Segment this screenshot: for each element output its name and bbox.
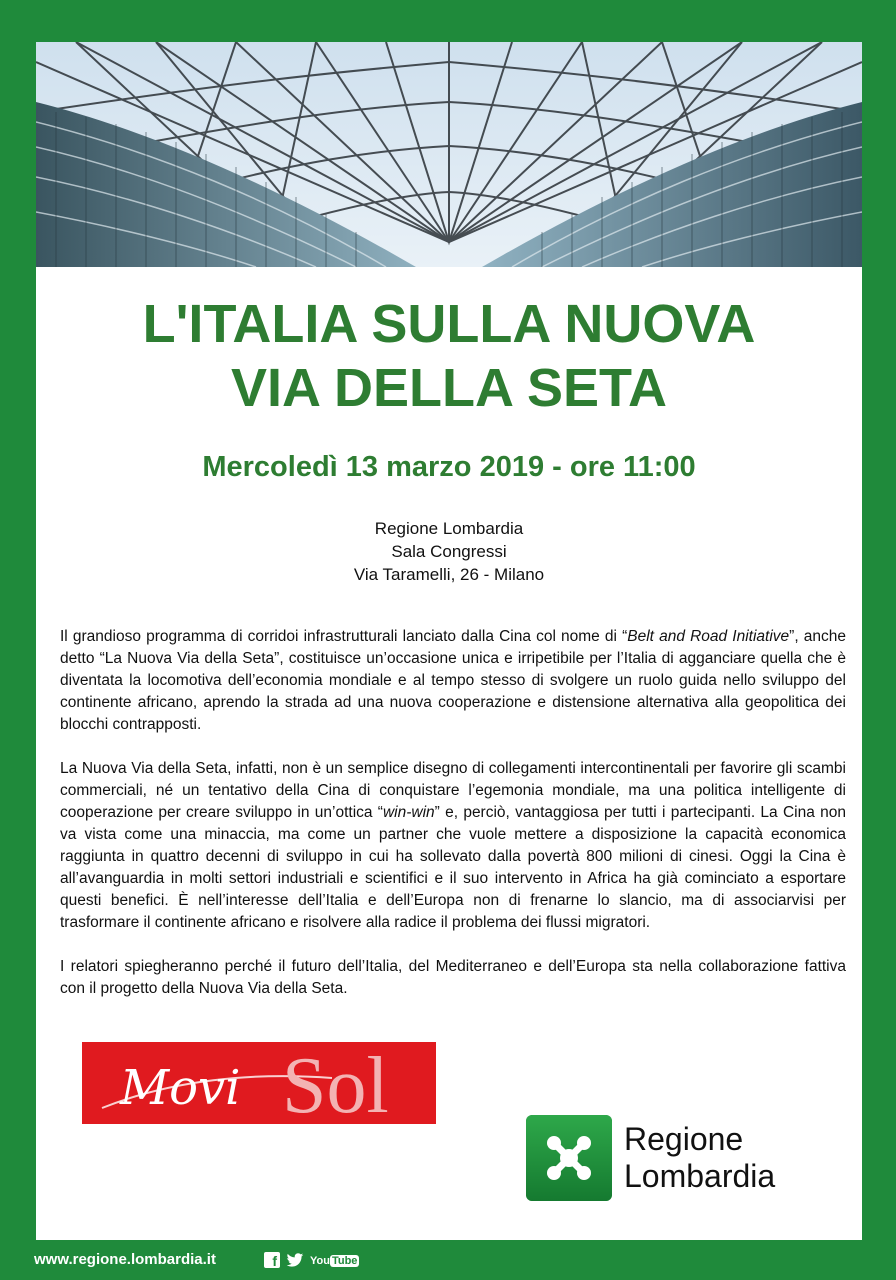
footer-website-link[interactable]: www.regione.lombardia.it [34,1251,216,1268]
hero-photo [36,42,862,267]
glass-roof-image [36,42,862,267]
regione-lombardia-logo [526,1115,826,1205]
twitter-icon[interactable] [286,1253,304,1268]
paragraph-1-part-b: ”, anche detto “La Nuova Via della Seta”, costituisce un’occasione unica e irripetibile per l’Italia di agganciare quella che è diventata la locomotiva dell’economia mondiale e al tempo stesso di svolgere un ruolo guida nello sviluppo del continente africano, aprendo la strada ad una nuova cooperazione e distensione alternativa alla geopolitica dei blocchi contrapposti. [60,628,846,733]
regione-lombardia-mark-icon [526,1115,612,1201]
poster-page [36,42,862,1240]
paragraph-1-part-a: Il grandioso programma di corridoi infrastrutturali lanciato dalla Cina col nome di “ [60,628,628,645]
paragraph-2-emphasis: win-win [382,804,435,821]
movisol-text-sol: Sol [282,1042,389,1124]
event-venue [36,517,862,586]
description [60,626,846,1022]
facebook-icon[interactable]: f [264,1252,280,1268]
venue-line-1: Regione Lombardia [374,519,524,538]
youtube-you-label: You [310,1254,330,1267]
paragraph-1 [60,626,846,736]
paragraph-2-part-a: La Nuova Via della Seta, infatti, non è un semplice disegno di collegamenti intercontinentali per favorire gli scambi commerciali, né un tentativo della Cina di conquistare l’egemonia mondiale, ma una politica intelligente di cooperazione per creare sviluppo in un’ottica “ [60,760,846,821]
event-datetime: Mercoledì 13 marzo 2019 - ore 11:00 [202,451,696,483]
paragraph-1-emphasis: Belt and Road Initiative [627,628,790,645]
regione-word: Regione [624,1121,744,1157]
title-line-2: VIA DELLA SETA [230,358,667,418]
movisol-text-movi: Movi [120,1060,241,1116]
movisol-logo [82,1042,436,1124]
paragraph-2-part-b: ” e, perciò, vantaggiosa per tutti i partecipanti. La Cina non va vista come una minaccia, ma come un partner che vuole mettere a disposizione la capacità economica raggiunta in quattro decenni di sviluppo in cui ha sollevato dalla povertà 800 milioni di cinesi. Oggi la Cina è all’avanguardia in molti settori industriali e scientifici e il suo intervento in Africa ha già cominciato a esportare questi benefici. È nell’interesse dell’Italia e dell’Europa non di frenarne lo slancio, ma di associarvisi per trasformare il continente africano e risolvere alla radice il problema dei flussi migratori. [60,804,846,931]
lombardia-word: Lombardia [624,1158,776,1194]
venue-line-2: Sala Congressi [391,542,507,561]
venue-line-3: Via Taramelli, 26 - Milano [353,565,545,584]
paragraph-3: I relatori spiegheranno perché il futuro dell’Italia, del Mediterraneo e dell’Europa sta nella collaborazione fattiva con il progetto della Nuova Via della Seta. [60,958,846,997]
youtube-icon[interactable] [310,1252,359,1269]
movisol-wordmark [82,1042,436,1124]
title-line-1: L'ITALIA SULLA NUOVA [142,294,756,354]
social-icons [264,1251,359,1269]
paragraph-2 [60,758,846,934]
youtube-tube-label: Tube [331,1254,358,1267]
regione-lombardia-wordmark [624,1121,775,1195]
page-title [36,292,862,420]
